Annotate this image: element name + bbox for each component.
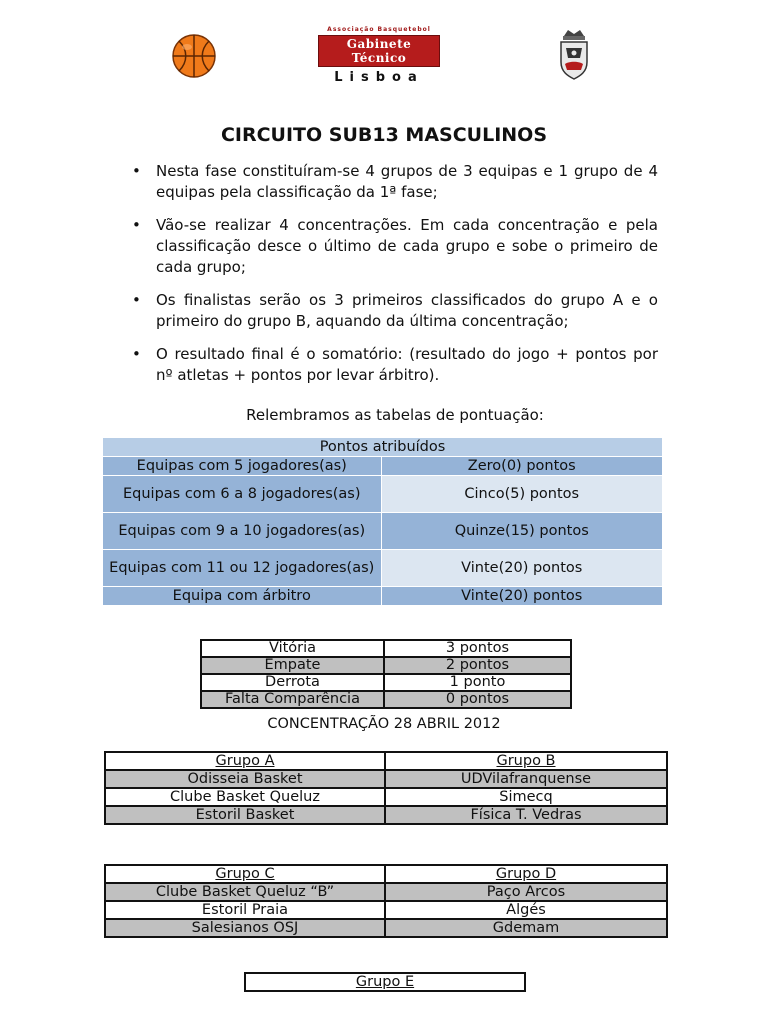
result-value: 0 pontos [384, 691, 571, 708]
table-row [103, 587, 662, 606]
points-label: Equipas com 6 a 8 jogadores(as) [103, 476, 381, 513]
team-cell: Gdemam [385, 919, 667, 937]
team-cell: Simecq [385, 788, 667, 806]
table-row [103, 476, 662, 513]
list-item: • Vão-se realizar 4 concentrações. Em cada concentração e pela classificação desce o último de cada grupo e sobe o primeiro de cada grupo; [130, 215, 658, 278]
table-header-row [103, 438, 662, 457]
rules-list [130, 161, 658, 398]
group-d-header: Grupo D [385, 865, 667, 883]
logo-association-text: Associação Basquetebol [327, 26, 431, 33]
table-row [201, 674, 571, 691]
points-label: Equipa com árbitro [103, 587, 381, 606]
team-cell: Paço Arcos [385, 883, 667, 901]
team-cell: Física T. Vedras [385, 806, 667, 824]
points-label: Equipas com 9 a 10 jogadores(as) [103, 513, 381, 550]
table-row [103, 457, 662, 476]
table-row [105, 919, 667, 937]
group-e-table [244, 972, 526, 992]
team-cell: Estoril Basket [105, 806, 385, 824]
points-value: Quinze(15) pontos [381, 513, 662, 550]
points-value: Vinte(20) pontos [381, 587, 662, 606]
results-table [200, 639, 572, 709]
result-label: Empate [201, 657, 384, 674]
team-cell: UDVilafranquense [385, 770, 667, 788]
points-value: Zero(0) pontos [381, 457, 662, 476]
table-row [201, 657, 571, 674]
table-header-row [105, 752, 667, 770]
points-value: Cinco(5) pontos [381, 476, 662, 513]
points-label: Equipas com 11 ou 12 jogadores(as) [103, 550, 381, 587]
table-row [105, 806, 667, 824]
table-row [201, 640, 571, 657]
logo-city-text: Lisboa [334, 70, 424, 85]
result-value: 3 pontos [384, 640, 571, 657]
group-c-header: Grupo C [105, 865, 385, 883]
table-row [105, 883, 667, 901]
team-cell: Algés [385, 901, 667, 919]
points-table [103, 438, 662, 606]
table-row [103, 513, 662, 550]
table-row [105, 770, 667, 788]
reminder-text: Relembramos as tabelas de pontuação: [246, 406, 544, 424]
team-cell: Clube Basket Queluz [105, 788, 385, 806]
team-cell: Estoril Praia [105, 901, 385, 919]
group-e-header: Grupo E [245, 973, 525, 991]
result-value: 2 pontos [384, 657, 571, 674]
table-row [103, 550, 662, 587]
list-item: • Os finalistas serão os 3 primeiros classificados do grupo A e o primeiro do grupo B, aquando da última concentração; [130, 290, 658, 332]
team-cell: Salesianos OSJ [105, 919, 385, 937]
crest-icon [556, 26, 592, 82]
concentration-heading: CONCENTRAÇÃO 28 ABRIL 2012 [267, 716, 501, 732]
table-row [105, 788, 667, 806]
groups-cd-table [104, 864, 668, 938]
result-value: 1 ponto [384, 674, 571, 691]
group-a-header: Grupo A [105, 752, 385, 770]
page-title: CIRCUITO SUB13 MASCULINOS [220, 124, 548, 146]
table-row [201, 691, 571, 708]
page-header [0, 22, 768, 90]
result-label: Falta Comparência [201, 691, 384, 708]
table-header-row [245, 973, 525, 991]
team-cell: Clube Basket Queluz “B” [105, 883, 385, 901]
list-item: • Nesta fase constituíram-se 4 grupos de 3 equipas e 1 grupo de 4 equipas pela classificação da 1ª fase; [130, 161, 658, 203]
result-label: Derrota [201, 674, 384, 691]
points-label: Equipas com 5 jogadores(as) [103, 457, 381, 476]
list-item: • O resultado final é o somatório: (resultado do jogo + pontos por nº atletas + pontos por levar árbitro). [130, 344, 658, 386]
points-value: Vinte(20) pontos [381, 550, 662, 587]
group-b-header: Grupo B [385, 752, 667, 770]
team-cell: Odisseia Basket [105, 770, 385, 788]
groups-ab-table [104, 751, 668, 825]
association-logo [318, 26, 440, 86]
points-table-header: Pontos atribuídos [103, 438, 662, 457]
logo-main-text: Gabinete Técnico [318, 35, 440, 67]
result-label: Vitória [201, 640, 384, 657]
table-header-row [105, 865, 667, 883]
basketball-icon [172, 34, 216, 78]
table-row [105, 901, 667, 919]
